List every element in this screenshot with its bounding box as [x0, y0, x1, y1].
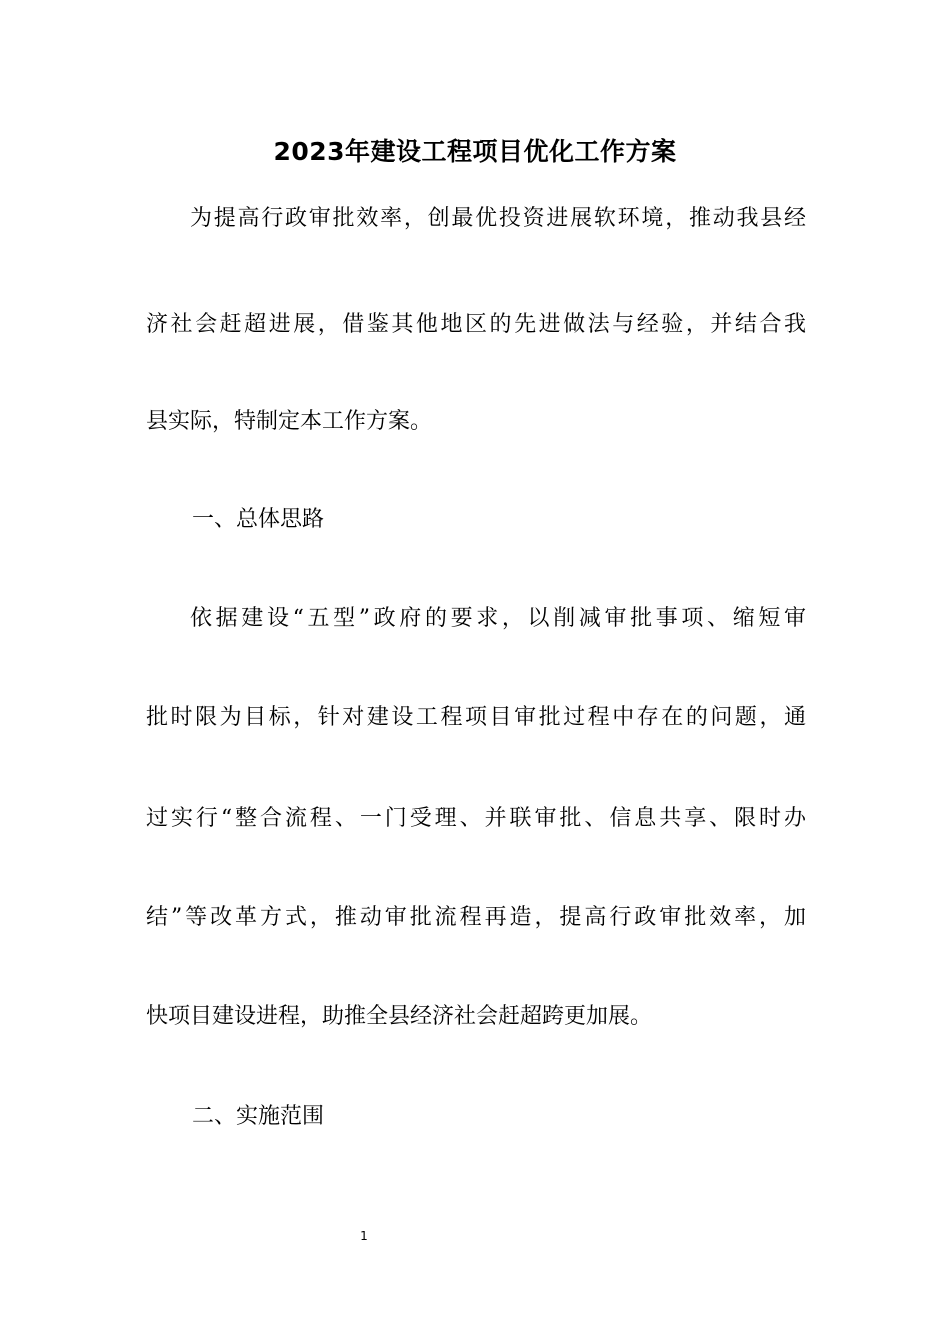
section1-line-1: 依据建设“五型”政府的要求，以削减审批事项、缩短审	[190, 606, 806, 631]
section-heading-2: 二、实施范围	[192, 1104, 325, 1129]
document-title: 2023年建设工程项目优化工作方案	[273, 137, 677, 166]
intro-line-3: 县实际，特制定本工作方案。	[146, 409, 433, 434]
intro-line-2: 济社会赶超进展，借鉴其他地区的先进做法与经验，并结合我	[146, 312, 806, 337]
section1-line-5: 快项目建设进程，助推全县经济社会赶超跨更加展。	[146, 1004, 653, 1029]
intro-line-1: 为提高行政审批效率，创最优投资进展软环境，推动我县经	[190, 206, 806, 231]
section1-line-2: 批时限为目标，针对建设工程项目审批过程中存在的问题，通	[146, 705, 806, 730]
section1-line-3: 过实行“整合流程、一门受理、并联审批、信息共享、限时办	[146, 806, 806, 831]
section-heading-1: 一、总体思路	[192, 507, 325, 532]
section1-line-4: 结”等改革方式，推动审批流程再造，提高行政审批效率，加	[146, 905, 806, 930]
page-number: 1	[360, 1229, 368, 1243]
